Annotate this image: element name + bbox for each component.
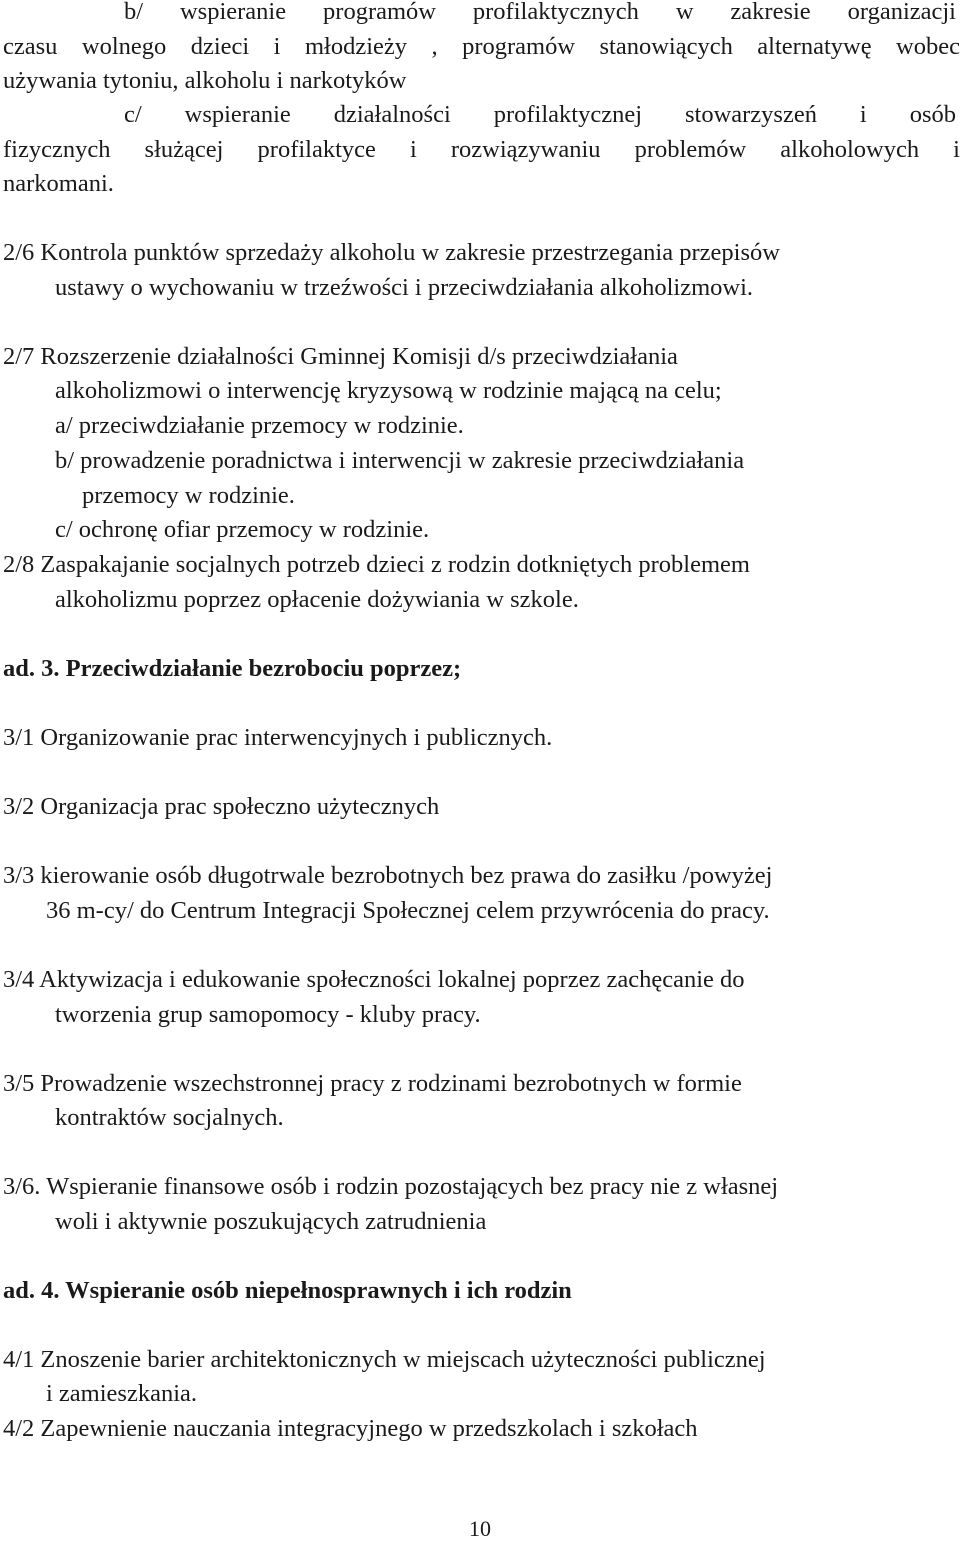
list-item-4-1-cont: i zamieszkania. bbox=[46, 1380, 198, 1407]
list-item-3-6-cont: woli i aktywnie poszukujących zatrudnienia bbox=[55, 1208, 487, 1235]
list-item-3-3: 3/3 kierowanie osób długotrwale bezrobotnych bez prawa do zasiłku /powyżej bbox=[3, 862, 773, 889]
text-line: c/ wspieranie działalności profilaktycznej stowarzyszeń i osób bbox=[124, 101, 956, 128]
list-item-2-6-cont: ustawy o wychowaniu w trzeźwości i przeciwdziałania alkoholizmowi. bbox=[55, 274, 754, 301]
page-number: 10 bbox=[469, 1516, 491, 1541]
list-item-3-5: 3/5 Prowadzenie wszechstronnej pracy z rodzinami bezrobotnych w formie bbox=[3, 1070, 742, 1097]
list-subitem-c: c/ ochronę ofiar przemocy w rodzinie. bbox=[55, 516, 430, 543]
text-line: czasu wolnego dzieci i młodzieży , programów stanowiących alternatywę wobec bbox=[3, 33, 960, 60]
list-subitem-b: b/ prowadzenie poradnictwa i interwencji w zakresie przeciwdziałania bbox=[55, 447, 745, 474]
list-item-4-1: 4/1 Znoszenie barier architektonicznych w miejscach użyteczności publicznej bbox=[3, 1346, 766, 1373]
list-item-3-4-cont: tworzenia grup samopomocy - kluby pracy. bbox=[55, 1001, 481, 1028]
text-line: narkomani. bbox=[3, 170, 114, 197]
list-item-3-1: 3/1 Organizowanie prac interwencyjnych i publicznych. bbox=[3, 724, 553, 751]
text-line: b/ wspieranie programów profilaktycznych w zakresie organizacji bbox=[124, 0, 956, 25]
list-item-3-4: 3/4 Aktywizacja i edukowanie społeczności lokalnej poprzez zachęcanie do bbox=[3, 966, 745, 993]
list-item-2-7-cont: alkoholizmowi o interwencję kryzysową w rodzinie mającą na celu; bbox=[55, 377, 722, 404]
list-item-2-8-cont: alkoholizmu poprzez opłacenie dożywiania w szkole. bbox=[55, 586, 579, 613]
list-item-3-5-cont: kontraktów socjalnych. bbox=[55, 1104, 284, 1131]
section-heading-3: ad. 3. Przeciwdziałanie bezrobociu poprzez; bbox=[3, 655, 462, 682]
list-item-3-2: 3/2 Organizacja prac społeczno użytecznych bbox=[3, 793, 440, 820]
list-item-3-6: 3/6. Wspieranie finansowe osób i rodzin pozostających bez pracy nie z własnej bbox=[3, 1173, 779, 1200]
list-item-4-2: 4/2 Zapewnienie nauczania integracyjnego w przedszkolach i szkołach bbox=[3, 1415, 698, 1442]
text-line: fizycznych służącej profilaktyce i rozwiązywaniu problemów alkoholowych i bbox=[3, 136, 960, 163]
section-heading-4: ad. 4. Wspieranie osób niepełnosprawnych i ich rodzin bbox=[3, 1277, 572, 1304]
list-subitem-b-cont: przemocy w rodzinie. bbox=[82, 482, 295, 509]
list-subitem-a: a/ przeciwdziałanie przemocy w rodzinie. bbox=[55, 412, 464, 439]
list-item-2-8: 2/8 Zaspakajanie socjalnych potrzeb dzieci z rodzin dotkniętych problemem bbox=[3, 551, 750, 578]
list-item-3-3-cont: 36 m-cy/ do Centrum Integracji Społecznej celem przywrócenia do pracy. bbox=[46, 897, 770, 924]
text-line: używania tytoniu, alkoholu i narkotyków bbox=[3, 67, 407, 94]
list-item-2-6: 2/6 Kontrola punktów sprzedaży alkoholu w zakresie przestrzegania przepisów bbox=[3, 239, 780, 266]
list-item-2-7: 2/7 Rozszerzenie działalności Gminnej Komisji d/s przeciwdziałania bbox=[3, 343, 678, 370]
